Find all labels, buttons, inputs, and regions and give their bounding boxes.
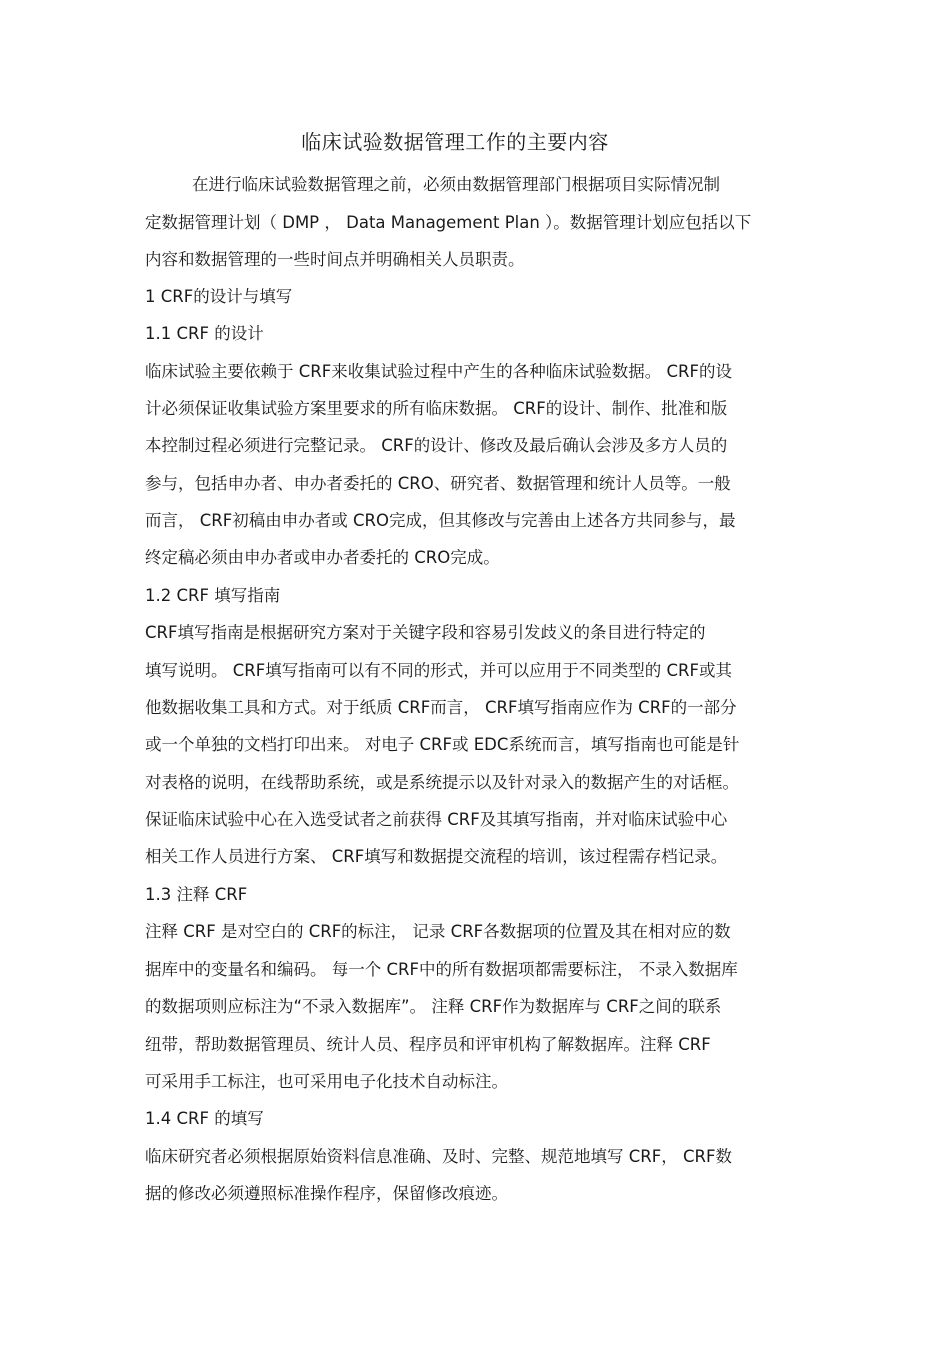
section-heading-1-3: 1.3 注释 CRF [145,885,248,904]
paragraph-1-1-line-6: 终定稿必须由申办者或申办者委托的 CRO完成。 [145,548,500,567]
paragraph-1-3-line-3: 的数据项则应标注为“不录入数据库”。 注释 CRF作为数据库与 CRF之间的联系 [145,997,722,1016]
paragraph-intro-line-2: 定数据管理计划（ DMP ， Data Management Plan ）。数据管理计划应包括以下 [145,213,752,232]
section-heading-1-4: 1.4 CRF 的填写 [145,1109,264,1128]
paragraph-1-2-line-3: 他数据收集工具和方式。对于纸质 CRF而言， CRF填写指南应作为 CRF的一部分 [145,698,737,717]
section-heading-1-1: 1.1 CRF 的设计 [145,324,264,343]
paragraph-1-3-line-2: 据库中的变量名和编码。 每一个 CRF中的所有数据项都需要标注， 不录入数据库 [145,960,738,979]
section-heading-1-2: 1.2 CRF 填写指南 [145,586,281,605]
paragraph-1-1-line-2: 计必须保证收集试验方案里要求的所有临床数据。 CRF的设计、制作、批准和版 [145,399,728,418]
paragraph-intro-line-1: 在进行临床试验数据管理之前，必须由数据管理部门根据项目实际情况制 [192,175,720,194]
paragraph-1-2-line-6: 保证临床试验中心在入选受试者之前获得 CRF及其填写指南，并对临床试验中心 [145,810,728,829]
paragraph-1-4-line-1: 临床研究者必须根据原始资料信息准确、及时、完整、规范地填写 CRF， CRF数 [145,1147,732,1166]
paragraph-1-2-line-5: 对表格的说明，在线帮助系统，或是系统提示以及针对录入的数据产生的对话框。 [145,773,739,792]
paragraph-1-2-line-7: 相关工作人员进行方案、 CRF填写和数据提交流程的培训，该过程需存档记录。 [145,847,728,866]
document-title: 临床试验数据管理工作的主要内容 [301,130,609,154]
section-heading-1: 1 CRF的设计与填写 [145,287,293,306]
paragraph-1-3-line-5: 可采用手工标注，也可采用电子化技术自动标注。 [145,1072,508,1091]
paragraph-1-2-line-1: CRF填写指南是根据研究方案对于关键字段和容易引发歧义的条目进行特定的 [145,623,706,642]
paragraph-1-3-line-4: 纽带，帮助数据管理员、统计人员、程序员和评审机构了解数据库。注释 CRF [145,1035,711,1054]
paragraph-1-2-line-2: 填写说明。 CRF填写指南可以有不同的形式，并可以应用于不同类型的 CRF或其 [145,661,732,680]
paragraph-1-1-line-1: 临床试验主要依赖于 CRF来收集试验过程中产生的各种临床试验数据。 CRF的设 [145,362,732,381]
paragraph-1-3-line-1: 注释 CRF 是对空白的 CRF的标注， 记录 CRF各数据项的位置及其在相对应的数 [145,922,731,941]
paragraph-intro-line-3: 内容和数据管理的一些时间点并明确相关人员职责。 [145,250,525,269]
paragraph-1-1-line-4: 参与，包括申办者、申办者委托的 CRO、研究者、数据管理和统计人员等。一般 [145,474,731,493]
paragraph-1-4-line-2: 据的修改必须遵照标准操作程序，保留修改痕迹。 [145,1184,508,1203]
paragraph-1-1-line-5: 而言， CRF初稿由申办者或 CRO完成，但其修改与完善由上述各方共同参与，最 [145,511,736,530]
paragraph-1-2-line-4: 或一个单独的文档打印出来。 对电子 CRF或 EDC系统而言，填写指南也可能是针 [145,735,740,754]
paragraph-1-1-line-3: 本控制过程必须进行完整记录。 CRF的设计、修改及最后确认会涉及多方人员的 [145,436,728,455]
